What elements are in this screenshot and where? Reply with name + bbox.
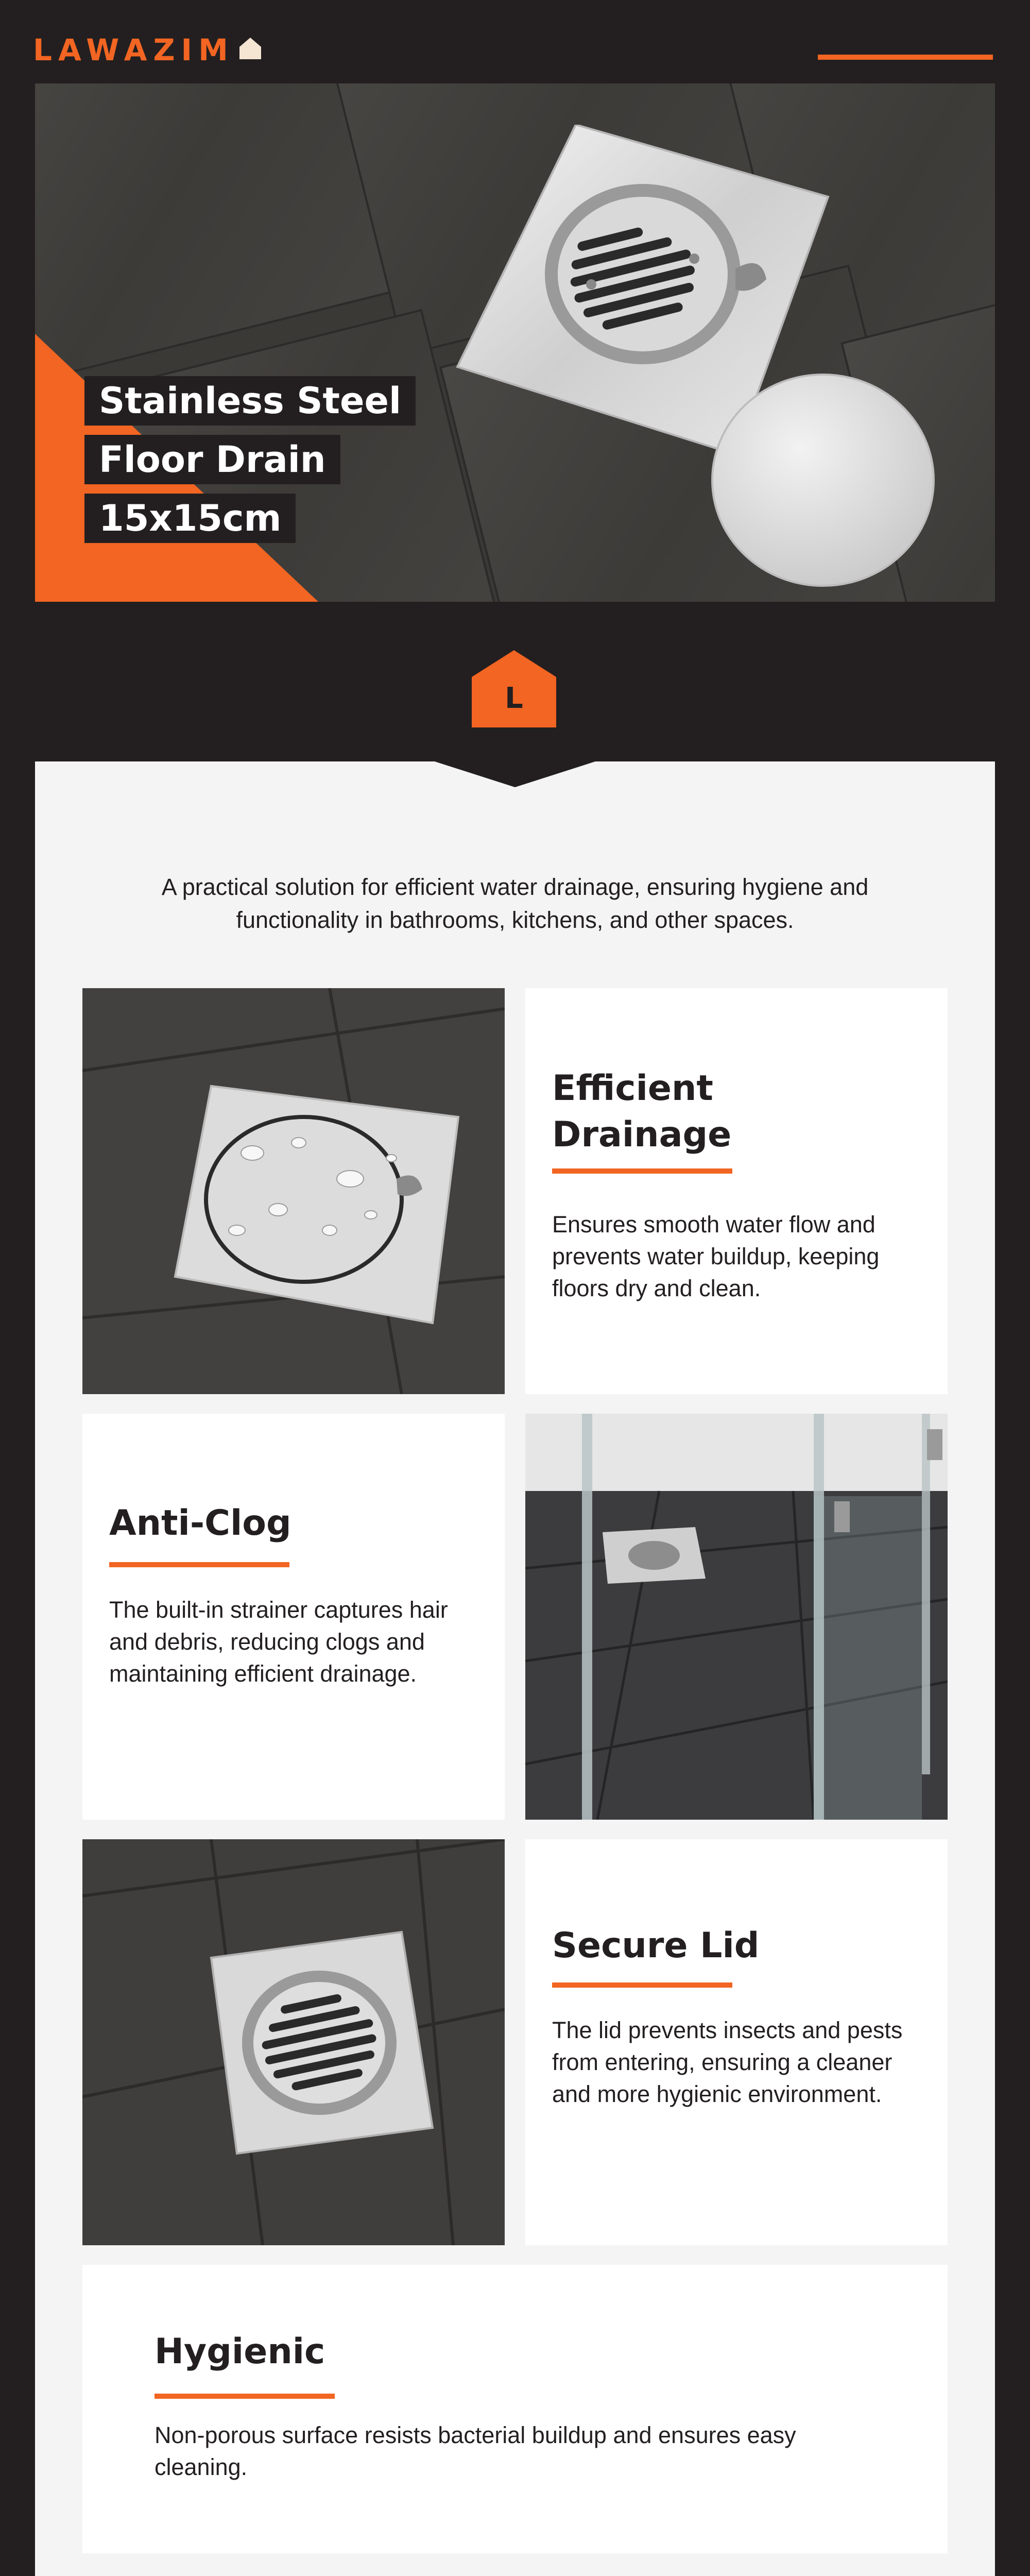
drain-wet-photo	[82, 988, 505, 1394]
brand-logo[interactable]	[33, 32, 263, 68]
card-title: Hygienic	[154, 2331, 325, 2372]
card-title-line2: Drainage	[552, 1114, 732, 1155]
drain-closeup-photo	[82, 1839, 505, 2245]
svg-text:L: L	[505, 682, 523, 715]
hero-banner	[35, 83, 995, 602]
intro-text: A practical solution for efficient water drainage, ensuring hygiene and functionality in bathrooms, kitchens, and other spaces.	[161, 874, 869, 933]
house-icon	[237, 36, 263, 61]
header-rule	[818, 55, 993, 60]
card-title: Anti-Clog	[109, 1503, 291, 1544]
card-rule	[109, 1562, 289, 1567]
card-body: Ensures smooth water flow and prevents water buildup, keeping floors dry and clean.	[552, 1211, 880, 1301]
card-rule	[552, 1982, 732, 1988]
card-title-line1: Efficient	[552, 1068, 713, 1109]
card-body: Non-porous surface resists bacterial buildup and ensures easy cleaning.	[154, 2422, 796, 2480]
brand-name: LAWAZIM	[33, 32, 234, 67]
panel-notch	[435, 761, 595, 787]
card-body: The lid prevents insects and pests from entering, ensuring a cleaner and more hygienic environment.	[552, 2017, 903, 2107]
hero-title-line3: 15x15cm	[84, 494, 296, 543]
feature-card-efficient-drainage	[525, 988, 948, 1394]
card-rule	[552, 1168, 732, 1174]
hero-title-line2: Floor Drain	[84, 435, 340, 484]
hero-title-line1: Stainless Steel	[84, 376, 416, 426]
card-title: Secure Lid	[552, 1925, 760, 1966]
feature-card-hygienic	[82, 2265, 948, 2553]
feature-card-secure-lid	[525, 1839, 948, 2245]
card-body: The built-in strainer captures hair and debris, reducing clogs and maintaining efficient drainage.	[109, 1597, 448, 1687]
brand-badge-icon	[472, 650, 556, 727]
feature-card-anti-clog	[82, 1414, 505, 1820]
shower-drain-photo	[525, 1414, 948, 1820]
card-rule	[154, 2394, 335, 2399]
